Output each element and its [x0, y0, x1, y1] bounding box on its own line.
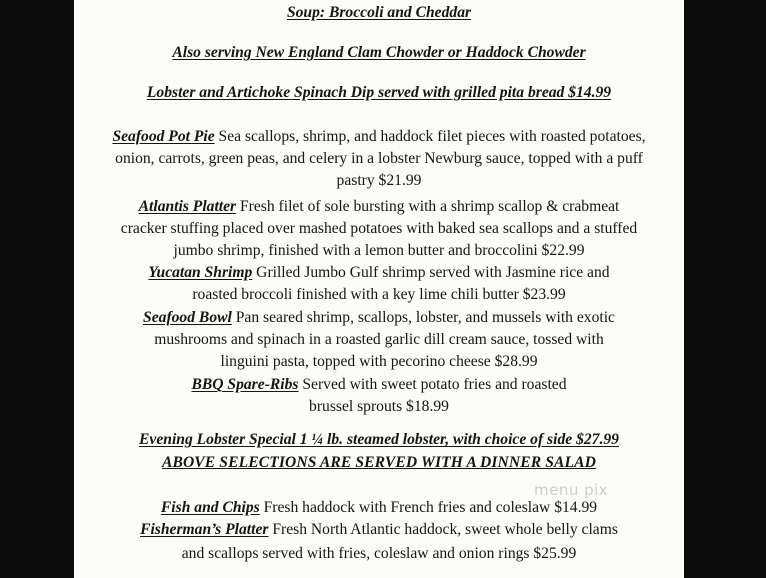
menu-page [74, 0, 684, 578]
soup-line [74, 3, 684, 23]
item-name: Seafood Bowl [143, 309, 232, 326]
chowder-text: Also serving New England Clam Chowder or Haddock Chowder [172, 44, 586, 61]
item-name: Yucatan Shrimp [148, 264, 253, 281]
item-desc-line [74, 330, 684, 350]
item-name: Atlantis Platter [138, 198, 237, 215]
item-desc-line [74, 352, 684, 372]
item-desc: cracker stuffing placed over mashed potatoes with baked sea scallops and a stuffed [120, 220, 638, 237]
item-name: Seafood Pot Pie [112, 128, 215, 145]
item-desc: Fresh North Atlantic haddock, sweet whole belly clams [268, 521, 618, 538]
item-desc-line [74, 241, 684, 261]
menu-item-atlantis-platter [74, 197, 684, 217]
item-desc: brussel sprouts $18.99 [309, 398, 449, 415]
item-desc: Grilled Jumbo Gulf shrimp served with Jasmine rice and [252, 264, 610, 281]
item-desc: linguini pasta, topped with pecorino cheese $28.99 [220, 353, 538, 370]
item-desc-line [74, 171, 684, 191]
item-desc-line [74, 397, 684, 417]
item-desc: Pan seared shrimp, scallops, lobster, and mussels with exotic [231, 309, 615, 326]
dip-text: Lobster and Artichoke Spinach Dip served with grilled pita bread $14.99 [146, 84, 612, 101]
soup-text: Soup: Broccoli and Cheddar [286, 4, 472, 21]
item-desc-line [74, 149, 684, 169]
item-desc-line [74, 544, 684, 564]
lobster-special-text: Evening Lobster Special 1 ¼ lb. steamed lobster, with choice of side $27.99 [139, 431, 619, 448]
item-desc: pastry $21.99 [336, 172, 422, 189]
chowder-line [74, 43, 684, 63]
item-name: Fish and Chips [160, 499, 260, 516]
dip-line [74, 83, 684, 103]
salad-note-text: ABOVE SELECTIONS ARE SERVED WITH A DINNER SALAD [161, 454, 597, 471]
menu-item-bbq-spare-ribs [74, 375, 684, 395]
item-desc: Sea scallops, shrimp, and haddock filet pieces with roasted potatoes, [214, 128, 646, 145]
menu-item-seafood-pot-pie [74, 127, 684, 147]
item-desc: mushrooms and spinach in a roasted garlic dill cream sauce, tossed with [154, 331, 604, 348]
item-desc: jumbo shrimp, finished with a lemon butter and broccolini $22.99 [173, 242, 585, 259]
item-desc: onion, carrots, green peas, and celery in a lobster Newburg sauce, topped with a puff [115, 150, 643, 167]
watermark: menu pix [534, 481, 609, 499]
menu-item-seafood-bowl [74, 308, 684, 328]
menu-item-yucatan-shrimp [74, 263, 684, 283]
item-desc: Fresh filet of sole bursting with a shrimp scallop & crabmeat [236, 198, 620, 215]
menu-item-fishermans-platter [74, 520, 684, 540]
item-desc-line [74, 285, 684, 305]
item-desc: roasted broccoli finished with a key lime chili butter $23.99 [192, 286, 566, 303]
item-desc-line [74, 219, 684, 239]
salad-note-line [74, 453, 684, 473]
item-desc: and scallops served with fries, coleslaw and onion rings $25.99 [181, 545, 577, 562]
menu-item-fish-and-chips [74, 498, 684, 518]
item-name: Fisherman’s Platter [140, 521, 269, 538]
item-desc: Fresh haddock with French fries and coleslaw $14.99 [259, 499, 598, 516]
item-name: BBQ Spare-Ribs [191, 376, 299, 393]
lobster-special-line [74, 430, 684, 450]
item-desc: Served with sweet potato fries and roasted [298, 376, 567, 393]
